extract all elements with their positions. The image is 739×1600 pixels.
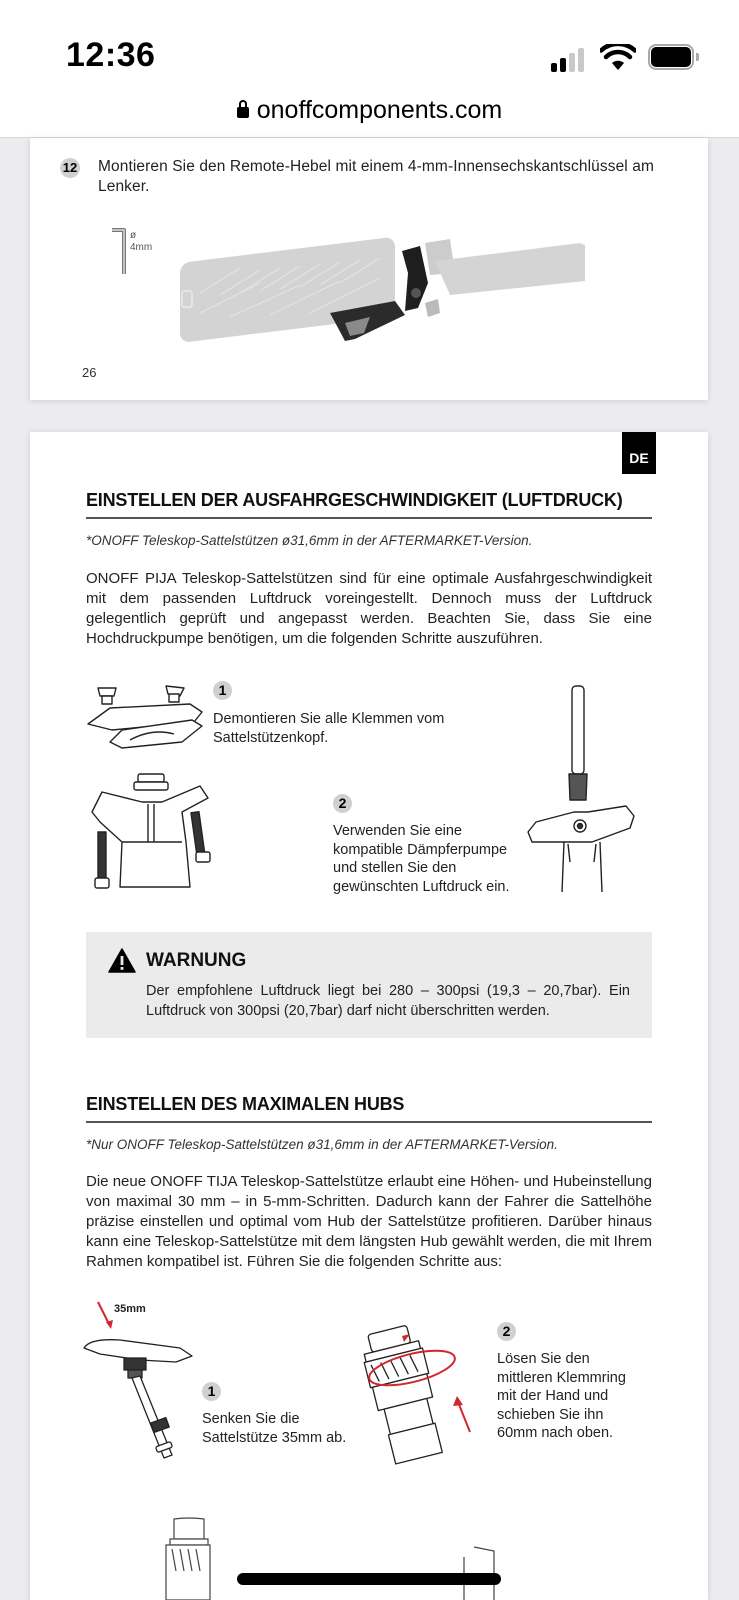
warning-text: Der empfohlene Luftdruck liegt bei 280 – 300psi (19,3 – 20,7bar). Ein Luftdruck von 300psi (20,7bar) darf nicht überschritten werden. xyxy=(146,983,630,1019)
language-badge: DE xyxy=(622,432,656,474)
step-instruction: Demontieren Sie alle Klemmen vom Sattelstützenkopf. xyxy=(213,711,445,746)
section-heading-air-pressure: EINSTELLEN DER AUSFAHRGESCHWINDIGKEIT (LUFTDRUCK) xyxy=(86,490,652,519)
saddle-lowering-illustration xyxy=(80,1300,200,1470)
seatpost-head-clamps-illustration xyxy=(82,682,212,892)
section-paragraph: ONOFF PIJA Teleskop-Sattelstützen sind für eine optimale Ausfahrgeschwindigkeit mit dem passenden Luftdruck voreingestellt. Dennoch muss der Luftdruck gelegentlich geprüft und angepasst werden. Beachten Sie, dass Sie eine Hochdruckpumpe benötigen, um die folgenden Schritte auszuführen. xyxy=(86,570,652,647)
step-instruction: Montieren Sie den Remote-Hebel mit einem 4-mm-Innensechskantschlüssel am Lenker. xyxy=(98,158,654,195)
url-text[interactable]: onoffcomponents.com xyxy=(256,96,503,124)
seatpost-collar-illustration xyxy=(164,1517,524,1600)
shock-pump-valve-illustration xyxy=(522,682,642,892)
document-page-27 xyxy=(30,432,708,1600)
home-indicator[interactable] xyxy=(237,1573,501,1585)
step-instruction: Senken Sie die Sattelstütze 35mm ab. xyxy=(202,1411,347,1446)
handlebar-remote-lever-illustration xyxy=(180,233,600,343)
section-paragraph: Die neue ONOFF TIJA Teleskop-Sattelstütze erlaubt eine Höhen- und Hubeinstellung von maximal 30 mm – in 5-mm-Schritten. Dadurch kann der Fahrer die Sattelhöhe präzise einstellen und optimal vom Hub der Sattelstütze profitieren. Darüber hinaus kann eine Teleskop-Sattelstütze mit dem längsten Hub gewählt werden, die mit Ihrem Rahmen kompatibel ist. Führen Sie die folgenden Schritte aus: xyxy=(86,1173,652,1270)
clock: 12:36 xyxy=(66,36,156,74)
step-number-badge: 2 xyxy=(333,794,352,813)
figure-label-35mm: 35mm xyxy=(114,1303,146,1315)
step-number-badge: 1 xyxy=(213,681,232,700)
clamp-ring-adjustment-illustration xyxy=(352,1322,482,1472)
battery-icon xyxy=(648,44,700,70)
hex-key-icon xyxy=(110,228,130,278)
cellular-signal-icon xyxy=(551,48,587,72)
step-instruction: Verwenden Sie eine kompatible Dämpferpumpe und stellen Sie den gewünschten Luftdruck ein. xyxy=(333,823,510,895)
tool-size-label: ø 4mm xyxy=(130,230,153,253)
section-heading-max-travel: EINSTELLEN DES MAXIMALEN HUBS xyxy=(86,1094,652,1123)
step-instruction: Lösen Sie den mittleren Klemmring mit der Hand und schieben Sie ihn 60mm nach oben. xyxy=(497,1351,626,1441)
step-number-badge: 2 xyxy=(497,1322,516,1341)
section-note: *Nur ONOFF Teleskop-Sattelstützen ø31,6mm in der AFTERMARKET-Version. xyxy=(86,1137,558,1152)
document-page-26 xyxy=(30,138,708,400)
step-number-badge: 12 xyxy=(60,158,80,178)
warning-title: WARNUNG xyxy=(146,950,247,971)
warning-triangle-icon xyxy=(108,948,136,973)
section-note: *ONOFF Teleskop-Sattelstützen ø31,6mm in der AFTERMARKET-Version. xyxy=(86,533,533,548)
page-number: 26 xyxy=(82,365,97,380)
lock-icon xyxy=(237,102,249,118)
wifi-icon xyxy=(600,44,636,72)
step-number-badge: 1 xyxy=(202,1382,221,1401)
status-bar xyxy=(0,0,739,90)
warning-box xyxy=(86,932,652,1038)
address-bar[interactable] xyxy=(0,90,739,138)
